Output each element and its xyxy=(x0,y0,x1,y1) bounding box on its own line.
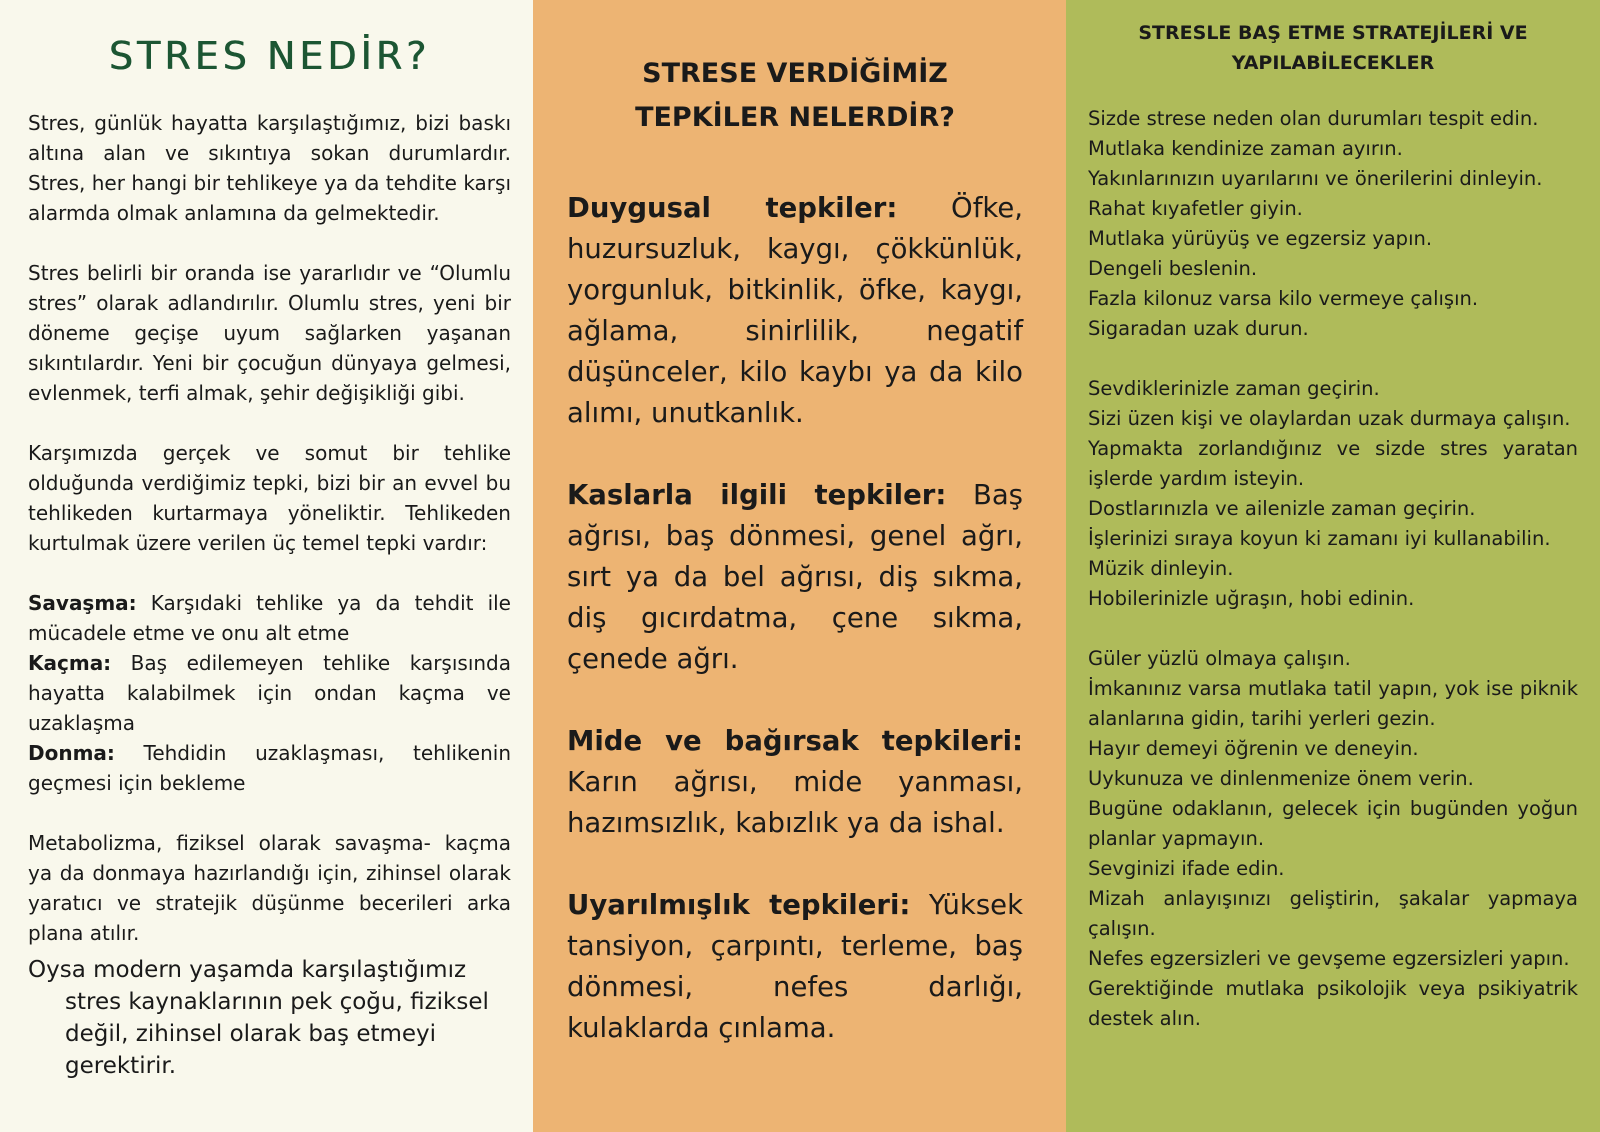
what-is-stress-panel xyxy=(0,0,533,1132)
tip-item: Müzik dinleyin. xyxy=(1088,557,1234,580)
tip-item: Bugüne odaklanın, gelecek için bugünden yoğun planlar yapmayın. xyxy=(1088,797,1578,850)
tip-item: Hobilerinizle uğraşın, hobi edinin. xyxy=(1088,587,1415,610)
reaction-flight xyxy=(28,648,511,738)
tip-item: Sevginizi ifade edin. xyxy=(1088,857,1285,880)
block-text: Yüksek tansiyon, çarpıntı, terleme, baş dönmesi, nefes darlığı, kulaklarda çınlama. xyxy=(567,889,1023,1044)
tip-item: Mizah anlayışınızı geliştirin, şakalar yapmaya çalışın. xyxy=(1088,887,1578,940)
tip-item: Yapmakta zorlandığınız ve sizde stres yaratan işlerde yardım isteyin. xyxy=(1088,437,1578,490)
definition-paragraph: Stres, günlük hayatta karşılaştığımız, bizi baskı altına alan ve sıkıntıya sokan durumlardır. Stres, her hangi bir tehlikeye ya da tehdite karşı alarmda olmak anlamına da gelmektedir. xyxy=(28,111,511,225)
block-label: Kaslarla ilgili tepkiler: xyxy=(567,479,947,511)
digestive-reactions xyxy=(567,721,1023,844)
basic-reactions-list xyxy=(28,588,511,798)
block-text: Karın ağrısı, mide yanması, hazımsızlık, kabızlık ya da ishal. xyxy=(567,766,1023,839)
tips-group-3 xyxy=(1088,644,1578,1034)
coping-strategies-panel xyxy=(1066,0,1600,1132)
reaction-text: Baş edilemeyen tehlike karşısında hayatta kalabilmek için ondan kaçma ve uzaklaşma xyxy=(28,651,511,735)
block-label: Mide ve bağırsak tepkileri: xyxy=(567,725,1023,757)
tip-item: Güler yüzlü olmaya çalışın. xyxy=(1088,647,1351,670)
emotional-reactions xyxy=(567,188,1023,434)
tip-item: Rahat kıyafetler giyin. xyxy=(1088,197,1303,220)
tip-item: İşlerinizi sıraya koyun ki zamanı iyi kullanabilin. xyxy=(1088,527,1551,550)
block-label: Uyarılmışlık tepkileri: xyxy=(567,889,911,921)
tip-item: Yakınlarınızın uyarılarını ve önerilerini dinleyin. xyxy=(1088,167,1543,190)
reaction-text: Karşıdaki tehlike ya da tehdit ile mücadele etme ve onu alt etme xyxy=(28,591,511,645)
tip-item: Fazla kilonuz varsa kilo vermeye çalışın. xyxy=(1088,287,1479,310)
tips-group-1 xyxy=(1088,104,1578,344)
tips-group-2 xyxy=(1088,374,1578,614)
tip-item: Nefes egzersizleri ve gevşeme egzersizleri yapın. xyxy=(1088,947,1570,970)
reaction-fight xyxy=(28,588,511,648)
tip-item: Sizde strese neden olan durumları tespit edin. xyxy=(1088,107,1539,130)
tip-item: Mutlaka kendinize zaman ayırın. xyxy=(1088,137,1403,160)
reaction-label: Savaşma: xyxy=(28,591,137,615)
block-label: Duygusal tepkiler: xyxy=(567,192,898,224)
tip-item: İmkanınız varsa mutlaka tatil yapın, yok ise piknik alanlarına gidin, tarihi yerleri gezin. xyxy=(1088,677,1578,730)
tip-item: Mutlaka yürüyüş ve egzersiz yapın. xyxy=(1088,227,1433,250)
tip-item: Dengeli beslenin. xyxy=(1088,257,1258,280)
block-text: Öfke, huzursuzluk, kaygı, çökkünlük, yorgunluk, bitkinlik, öfke, kaygı, ağlama, sinirlilik, negatif düşünceler, kilo kaybı ya da kilo alımı, unutkanlık. xyxy=(567,192,1023,429)
reaction-label: Donma: xyxy=(28,741,115,765)
reaction-freeze xyxy=(28,738,511,798)
stress-reactions-panel xyxy=(533,0,1066,1132)
closing-paragraph: Oysa modern yaşamda karşılaştığımız stres kaynaklarının pek çoğu, fiziksel değil, zihinsel olarak baş etmeyi gerektirir. xyxy=(28,957,489,1079)
arousal-reactions xyxy=(567,885,1023,1049)
panel-title: STRESLE BAŞ ETME STRATEJİLERİ VE YAPILABİLECEKLER xyxy=(1138,22,1528,74)
tip-item: Gerektiğinde mutlaka psikolojik veya psikiyatrik destek alın. xyxy=(1088,977,1578,1030)
tip-item: Sigaradan uzak durun. xyxy=(1088,317,1309,340)
reaction-text: Tehdidin uzaklaşması, tehlikenin geçmesi için bekleme xyxy=(28,741,511,795)
tip-item: Sevdiklerinizle zaman geçirin. xyxy=(1088,377,1380,400)
block-text: Baş ağrısı, baş dönmesi, genel ağrı, sırt ya da bel ağrısı, diş sıkma, diş gıcırdatma, çene sıkma, çenede ağrı. xyxy=(567,479,1023,675)
basic-reactions-intro: Karşımızda gerçek ve somut bir tehlike olduğunda verdiğimiz tepki, bizi bir an evvel bu tehlikeden kurtarmaya yöneliktir. Tehlikeden kurtulmak üzere verilen üç temel tepki vardır: xyxy=(28,441,511,555)
tip-item: Uykunuza ve dinlenmenize önem verin. xyxy=(1088,767,1474,790)
metabolism-paragraph: Metabolizma, fiziksel olarak savaşma- kaçma ya da donmaya hazırlandığı için, zihinsel olarak yaratıcı ve stratejik düşünme becerileri arka plana atılır. xyxy=(28,831,511,945)
muscle-reactions xyxy=(567,475,1023,680)
tip-item: Hayır demeyi öğrenin ve deneyin. xyxy=(1088,737,1419,760)
positive-stress-paragraph: Stres belirli bir oranda ise yararlıdır ve “Olumlu stres” olarak adlandırılır. Olumlu stres, yeni bir döneme geçişe uyum sağlarken yaşanan sıkıntılardır. Yeni bir çocuğun dünyaya gelmesi, evlenmek, terfi almak, şehir değişikliği gibi. xyxy=(28,261,511,405)
reaction-label: Kaçma: xyxy=(28,651,112,675)
tip-item: Sizi üzen kişi ve olaylardan uzak durmaya çalışın. xyxy=(1088,407,1571,430)
panel-title: STRESE VERDİĞİMİZ TEPKİLER NELERDİR? xyxy=(635,58,955,133)
tip-item: Dostlarınızla ve ailenizle zaman geçirin. xyxy=(1088,497,1476,520)
panel-title: STRES NEDİR? xyxy=(108,34,431,78)
